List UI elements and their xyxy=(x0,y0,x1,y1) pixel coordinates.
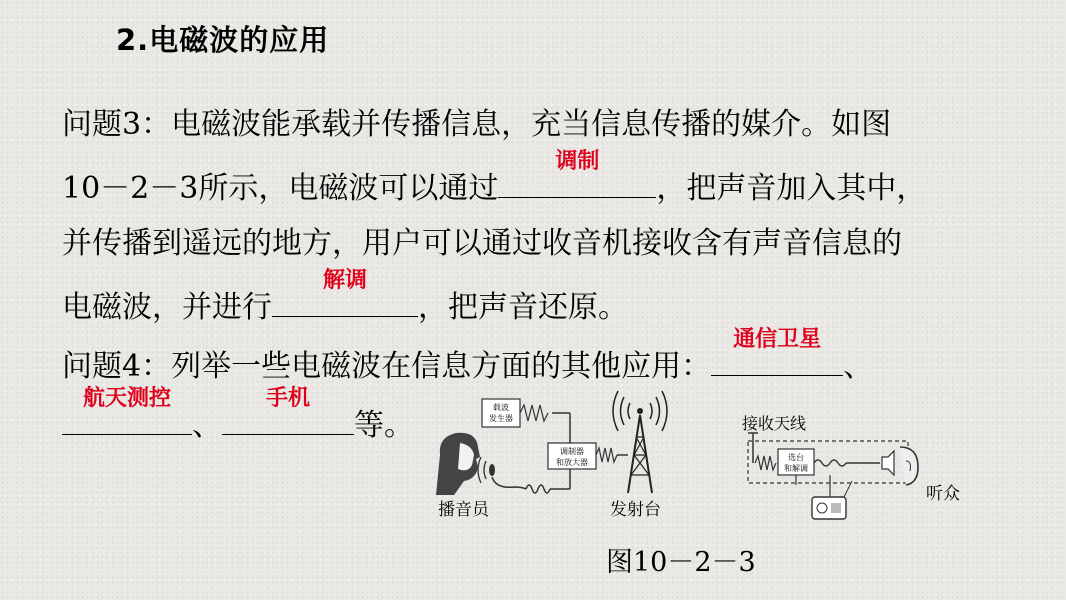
announcer-icon xyxy=(436,433,480,495)
answer-phone: 手机 xyxy=(265,386,310,411)
radio-icon xyxy=(812,481,852,519)
answer-satellite: 通信卫星 xyxy=(733,327,822,352)
answer-aerospace: 航天测控 xyxy=(82,386,171,411)
microphone-icon xyxy=(478,457,526,489)
tower-label: 发射台 xyxy=(610,500,661,520)
blank-demodulation xyxy=(272,268,418,317)
q4-line-6: 航天测控 、 手机 等。 xyxy=(62,404,414,443)
antenna-label: 接收天线 xyxy=(742,414,807,433)
blank-aerospace xyxy=(62,386,192,435)
q3-line-4: 电磁波，并进行 解调 ，把声音还原。 xyxy=(62,286,628,325)
ear-icon xyxy=(900,447,918,485)
q4-line-5: 问题4：列举一些电磁波在信息方面的其他应用： 通信卫星 、 xyxy=(62,345,873,384)
q3-line-2: 10－2－3所示，电磁波可以通过 调制 ，把声音加入其中， xyxy=(62,167,926,206)
answer-modulation: 调制 xyxy=(555,149,600,174)
carrier-box-label-1: 载波 xyxy=(493,403,509,412)
modulator-box-label-2: 和放大器 xyxy=(556,458,588,467)
speaker-icon xyxy=(882,451,894,475)
announcer-label: 播音员 xyxy=(438,500,489,520)
section-heading: 2.电磁波的应用 xyxy=(116,23,330,57)
modulator-box-label-1: 调制器 xyxy=(560,447,584,456)
q3-line-1: 问题3：电磁波能承载并传播信息，充当信息传播的媒介。如图 xyxy=(62,107,892,142)
figure-caption: 图10－2－3 xyxy=(606,547,756,578)
carrier-box-label-2: 发生器 xyxy=(489,414,513,423)
q3-line-3: 并传播到遥远的地方，用户可以通过收音机接收含有声音信息的 xyxy=(62,226,902,261)
tuner-box-label-2: 和解调 xyxy=(784,464,808,473)
broadcast-diagram xyxy=(430,385,990,535)
blank-satellite xyxy=(711,327,843,376)
listener-label: 听众 xyxy=(926,484,960,504)
tuner-box-label-1: 选台 xyxy=(788,453,804,462)
blank-modulation xyxy=(498,149,656,198)
blank-phone xyxy=(222,386,354,435)
transmission-tower-icon xyxy=(613,391,667,493)
answer-demodulation: 解调 xyxy=(322,268,367,293)
